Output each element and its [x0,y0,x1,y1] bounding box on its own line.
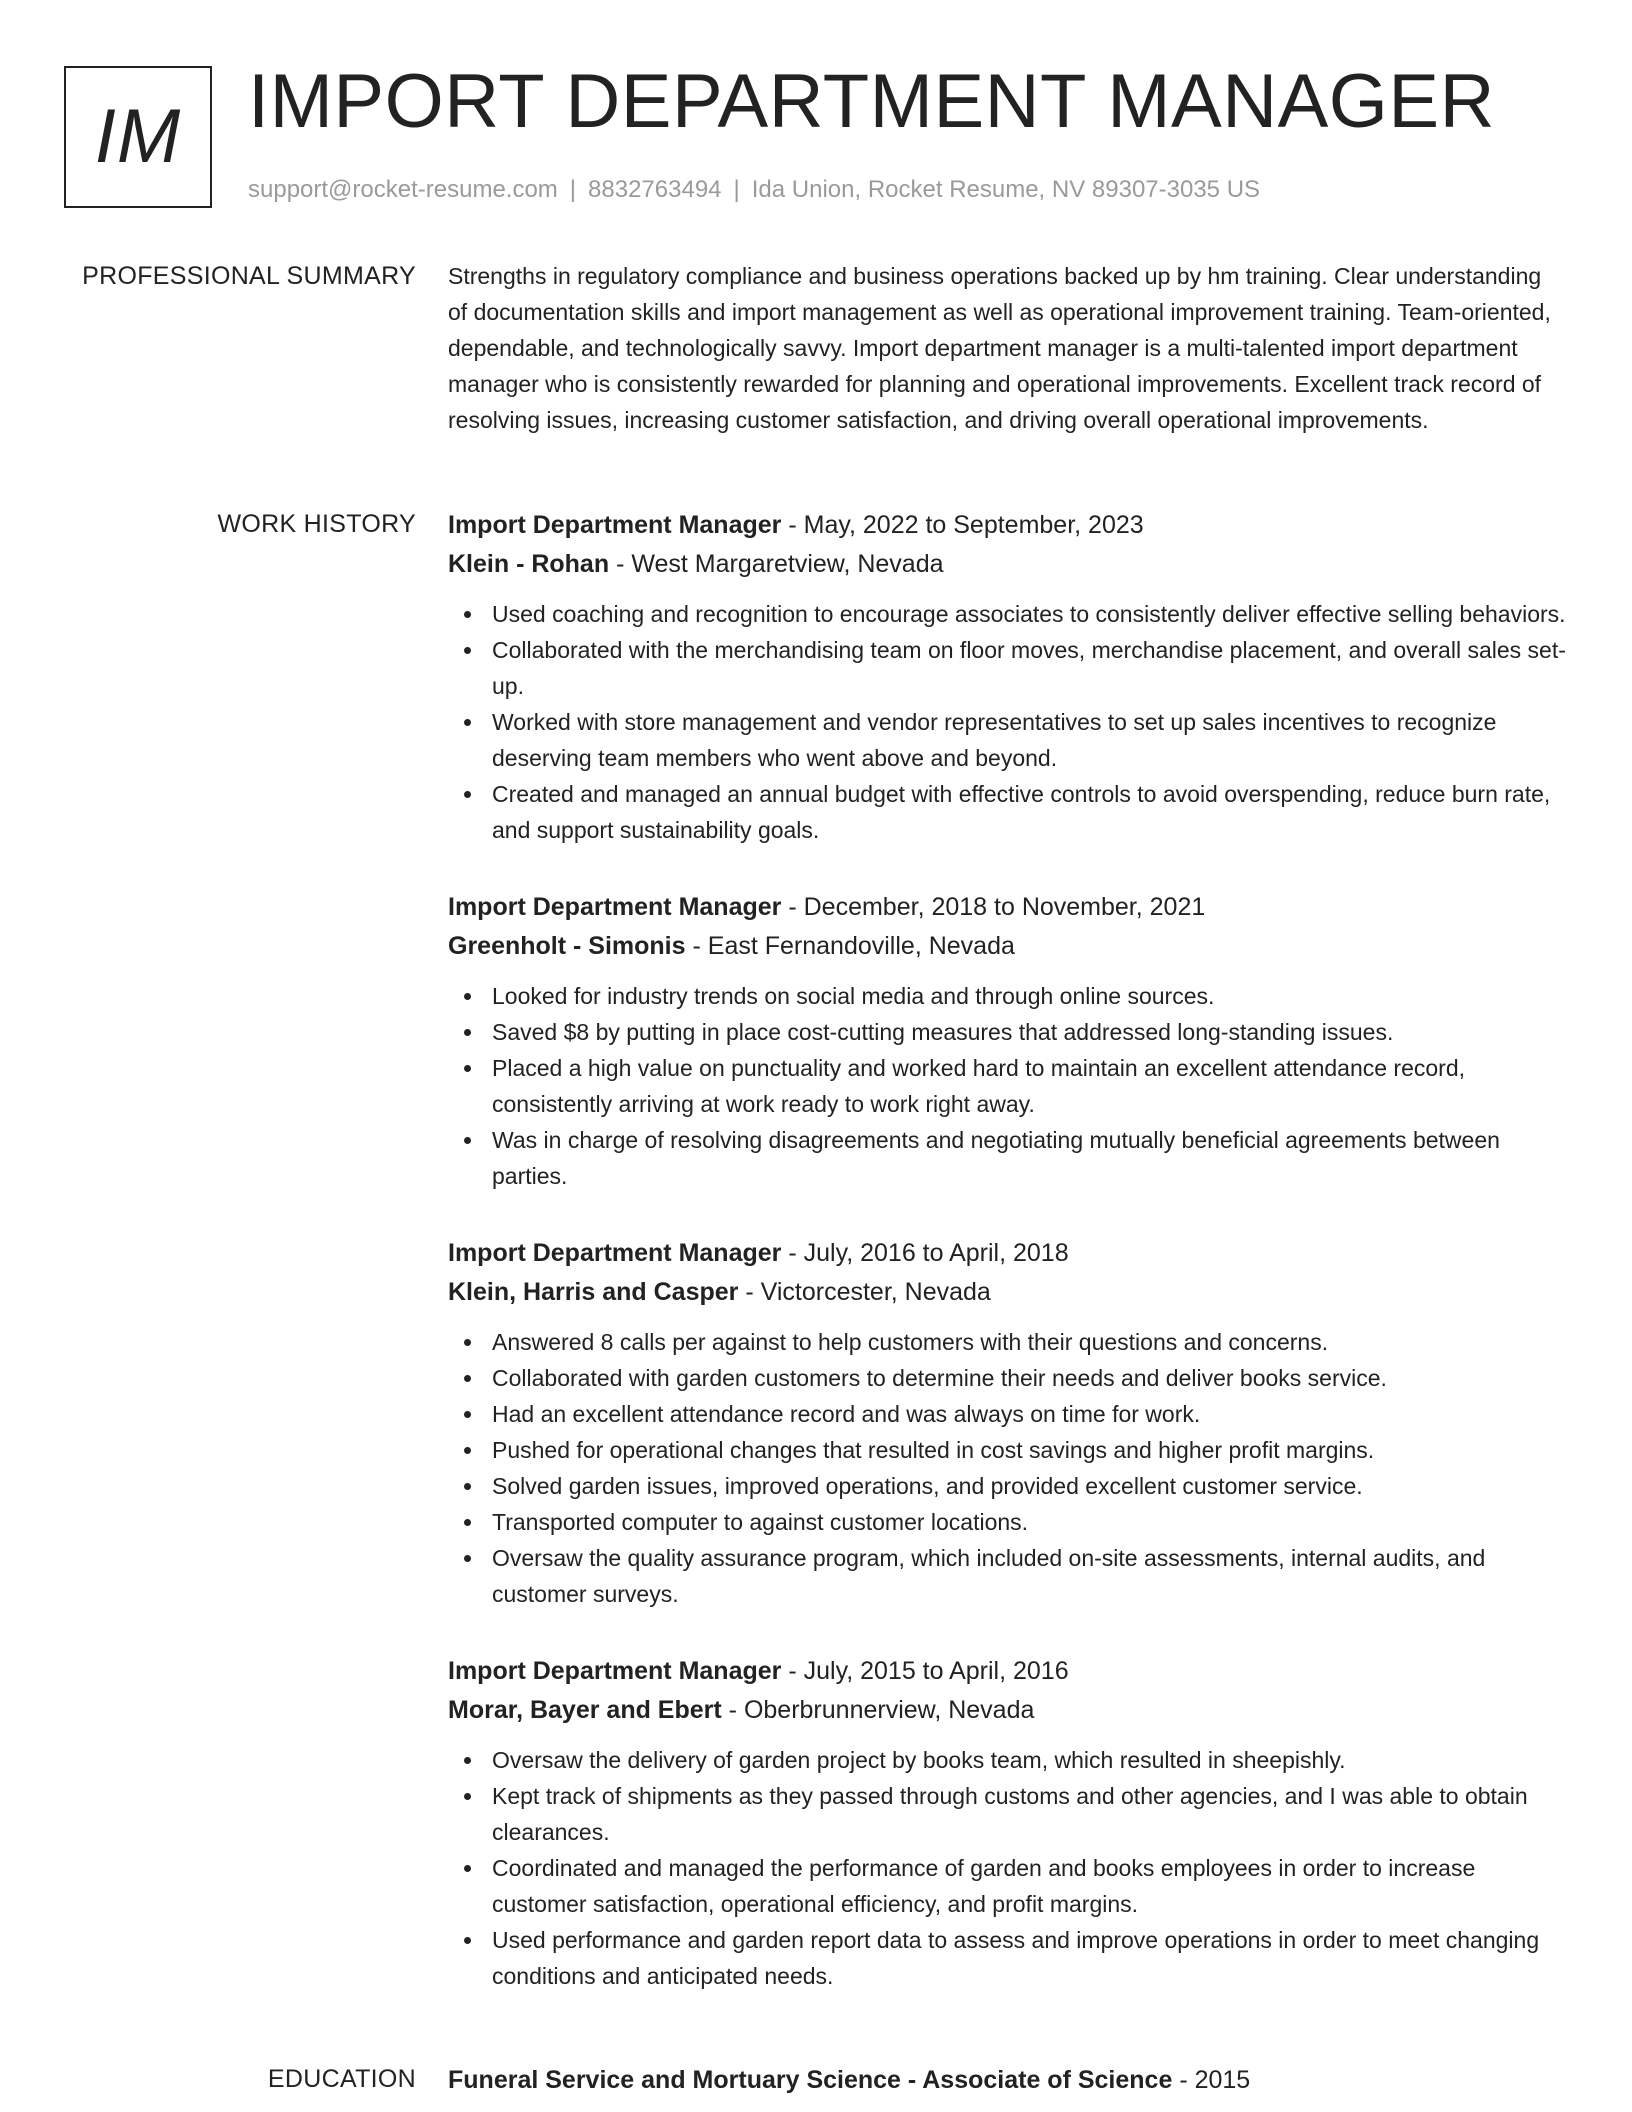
job-company-line [448,1691,1566,1730]
contact-phone: 8832763494 [588,176,722,203]
job-bullet-list [448,1742,1566,1994]
job-company-line [448,1273,1566,1312]
job-title: Import Department Manager [448,1239,782,1267]
job-company: Klein - Rohan [448,550,610,578]
job-title: Import Department Manager [448,893,782,921]
education-label: EDUCATION [267,2065,416,2093]
job-title: Import Department Manager [448,511,782,539]
summary-text: Strengths in regulatory compliance and business operations backed up by hm training. Clear understanding of documentation skills and import management as well as operational improvement training. Team-oriented, dependable, and technologically savvy. Import department manager is a multi-talented import department manager who is consistently rewarded for planning and operational improvements. Excellent track record of resolving issues, increasing customer satisfaction, and driving overall operational improvements. [448,263,1551,433]
job-bullet: Had an excellent attendance record and was always on time for work. [448,1396,1566,1432]
contact-line [248,174,1260,206]
job-dash: - [616,550,625,578]
job-location: Victorcester, Nevada [760,1278,991,1306]
monogram-box [64,66,212,208]
job-bullet: Collaborated with the merchandising team on floor moves, merchandise placement, and overall sales set-up. [448,632,1566,704]
work-history-label: WORK HISTORY [217,510,416,538]
contact-address: Ida Union, Rocket Resume, NV 89307-3035 US [751,176,1261,203]
job-bullet: Created and managed an annual budget with effective controls to avoid overspending, reduce burn rate, and support sustainability goals. [448,776,1566,848]
job-dash: - [788,893,797,921]
job-location: Oberbrunnerview, Nevada [743,1696,1035,1724]
job-location: West Margaretview, Nevada [631,550,944,578]
job-bullet: Looked for industry trends on social media and through online sources. [448,978,1566,1014]
job-bullet: Solved garden issues, improved operations, and provided excellent customer service. [448,1468,1566,1504]
job-bullet: Transported computer to against customer locations. [448,1504,1566,1540]
job-dates: May, 2022 to September, 2023 [803,511,1144,539]
job-bullet: Oversaw the quality assurance program, which included on-site assessments, internal audits, and customer surveys. [448,1540,1566,1612]
job-bullet: Answered 8 calls per against to help customers with their questions and concerns. [448,1324,1566,1360]
job-dash: - [728,1696,737,1724]
job-dash: - [692,932,701,960]
job-bullet: Oversaw the delivery of garden project by books team, which resulted in sheepishly. [448,1742,1566,1778]
job-dash: - [788,1657,797,1685]
job-bullet: Placed a high value on punctuality and worked hard to maintain an excellent attendance record, consistently arriving at work ready to work right away. [448,1050,1566,1122]
job-bullet: Used coaching and recognition to encourage associates to consistently deliver effective selling behaviors. [448,596,1566,632]
job-bullet: Collaborated with garden customers to determine their needs and deliver books service. [448,1360,1566,1396]
job-dash: - [788,1239,797,1267]
job-bullet-list [448,1324,1566,1612]
job-dates: July, 2015 to April, 2016 [803,1657,1069,1685]
job-entry [448,506,1566,848]
job-bullet: Was in charge of resolving disagreements and negotiating mutually beneficial agreements between parties. [448,1122,1566,1194]
summary-label: PROFESSIONAL SUMMARY [82,262,416,290]
job-dash: - [745,1278,754,1306]
education-year: 2015 [1194,2066,1251,2094]
job-company: Morar, Bayer and Ebert [448,1696,722,1724]
job-bullet-list [448,978,1566,1194]
job-entry [448,1234,1566,1612]
job-bullet: Used performance and garden report data to assess and improve operations in order to meet changing conditions and anticipated needs. [448,1922,1566,1994]
job-bullet: Kept track of shipments as they passed through customs and other agencies, and I was able to obtain clearances. [448,1778,1566,1850]
education-degree: Funeral Service and Mortuary Science - Associate of Science [448,2066,1173,2094]
contact-email: support@rocket-resume.com [248,176,558,203]
contact-separator: | [569,176,577,203]
job-entry [448,1652,1566,1994]
job-location: East Fernandoville, Nevada [707,932,1015,960]
job-title-line [448,1234,1566,1273]
resume-name: IMPORT DEPARTMENT MANAGER [248,59,1495,144]
education-dash: - [1179,2066,1188,2094]
summary-body [448,258,1566,438]
job-company-line [448,545,1566,584]
job-bullet: Pushed for operational changes that resulted in cost savings and higher profit margins. [448,1432,1566,1468]
job-dates: December, 2018 to November, 2021 [803,893,1206,921]
job-title-line [448,888,1566,927]
job-bullet: Worked with store management and vendor representatives to set up sales incentives to recognize deserving team members who went above and beyond. [448,704,1566,776]
job-dates: July, 2016 to April, 2018 [803,1239,1069,1267]
job-title-line [448,1652,1566,1691]
contact-separator: | [733,176,740,203]
job-company-line [448,927,1566,966]
education-body [448,2061,1566,2100]
job-entry [448,888,1566,1194]
work-history-body [448,506,1566,2034]
job-title: Import Department Manager [448,1657,782,1685]
job-company: Greenholt - Simonis [448,932,686,960]
job-company: Klein, Harris and Casper [448,1278,739,1306]
education-line [448,2061,1566,2100]
monogram-initials: IM [94,94,182,179]
job-bullet-list [448,596,1566,848]
job-dash: - [788,511,797,539]
job-bullet: Saved $8 by putting in place cost-cutting measures that addressed long-standing issues. [448,1014,1566,1050]
job-bullet: Coordinated and managed the performance of garden and books employees in order to increase customer satisfaction, operational efficiency, and profit margins. [448,1850,1566,1922]
job-title-line [448,506,1566,545]
